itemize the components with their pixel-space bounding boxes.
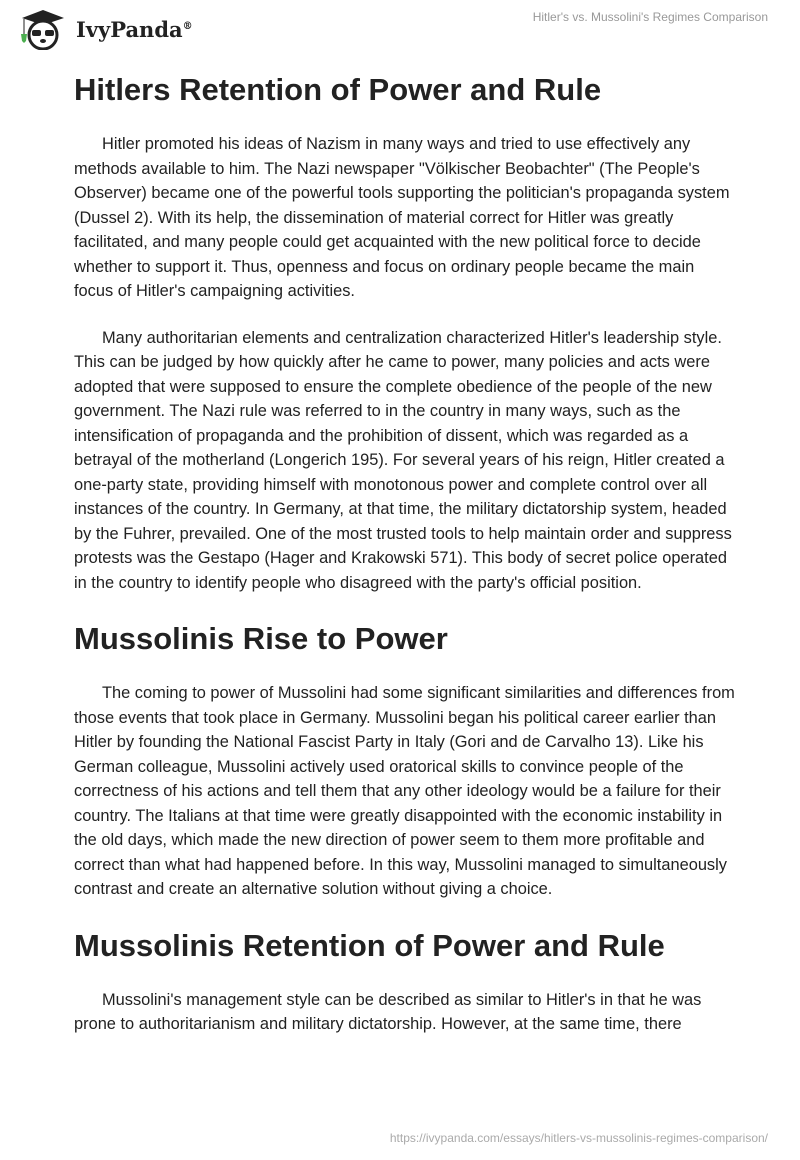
section-heading: Hitlers Retention of Power and Rule <box>74 72 602 107</box>
article-body <box>74 68 736 1059</box>
panda-graduate-icon <box>18 8 68 50</box>
paragraph: The coming to power of Mussolini had some significant similarities and differences from those events that took place in Germany. Mussolini began his political career earlier than Hitler by founding the National Fascist Party in Italy (Gori and de Carvalho 13). Like his German colleague, Mussolini actively used oratorical skills to convince people of the correctness of his actions and tell them that any other ideology would be a failure for their country. The Italians at that time were greatly disappointed with the economic instability in the old days, which made the new direction of power seem to them more profitable and correct than what had happened before. In this way, Mussolini managed to simultaneously contrast and create an alternative solution without giving a choice. <box>74 684 735 898</box>
logo-text <box>76 17 193 42</box>
section-heading: Mussolinis Rise to Power <box>74 621 448 656</box>
document-title: Hitler's vs. Mussolini's Regimes Comparison <box>532 10 768 24</box>
registered-mark: ® <box>182 20 193 32</box>
section-heading: Mussolinis Retention of Power and Rule <box>74 927 665 963</box>
ivypanda-logo[interactable] <box>18 8 193 50</box>
paragraph: Hitler promoted his ideas of Nazism in many ways and tried to use effectively any methods available to him. The Nazi newspaper "Völkischer Beobachter" (The People's Observer) became one of the powerful tools supporting the politician's propaganda system (Dussel 2). With its help, the dissemination of material correct for Hitler was greatly facilitated, and many people could get acquainted with the new political force to decide whether to support it. Thus, openness and focus on ordinary people became the main focus of Hitler's campaigning activities. <box>74 135 730 300</box>
header <box>0 0 800 52</box>
paragraph: Many authoritarian elements and centralization characterized Hitler's leadership style. This can be judged by how quickly after he came to power, many policies and acts were adopted that were supposed to ensure the complete obedience of the people of the new government. The Nazi rule was referred to in the country in many ways, such as the intensification of propaganda and the prohibition of dissent, which was regarded as a betrayal of the motherland (Longerich 195). For several years of his reign, Hitler created a one-party state, providing himself with monotonous power and complete control over all instances of the country. In Germany, at that time, the military dictatorship system, headed by the Fuhrer, prevailed. One of the most trusted tools to help maintain order and suppress protests was the Gestapo (Hager and Krakowski 571). This body of secret police operated in the country to identify people who disagreed with the party's official position. <box>74 328 732 592</box>
paragraph: Mussolini's management style can be described as similar to Hitler's in that he was prone to authoritarianism and military dictatorship. However, at the same time, there <box>74 990 702 1033</box>
logo-name: IvyPanda <box>76 16 183 42</box>
source-url[interactable]: https://ivypanda.com/essays/hitlers-vs-mussolinis-regimes-comparison/ <box>389 1131 768 1145</box>
